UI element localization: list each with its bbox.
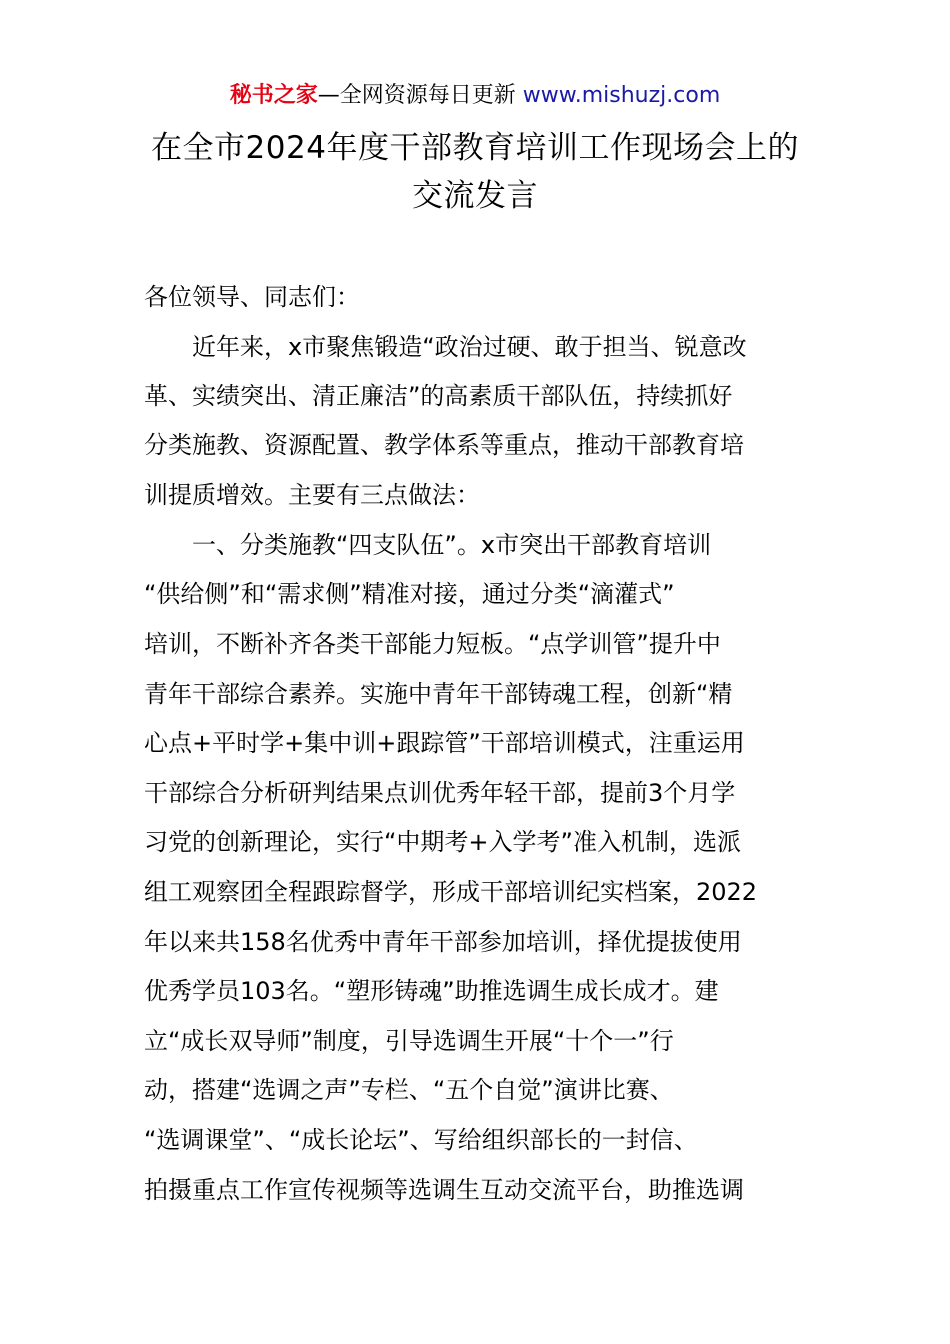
body-line: 训提质增效。主要有三点做法： xyxy=(144,481,480,509)
body-line: 动，搭建“选调之声”专栏、“五个自觉”演讲比赛、 xyxy=(144,1076,674,1104)
body-line: 干部综合分析研判结果点训优秀年轻干部，提前3个月学 xyxy=(144,779,736,807)
body-line: 青年干部综合素养。实施中青年干部铸魂工程，创新“精 xyxy=(144,680,733,708)
document-title-line-1: 在全市2024年度干部教育培训工作现场会上的 xyxy=(151,130,799,166)
body-line: “选调课堂”、“成长论坛”、写给组织部长的一封信、 xyxy=(144,1126,698,1154)
body-line: “供给侧”和“需求侧”精准对接，通过分类“滴灌式” xyxy=(144,580,675,608)
banner-url-link[interactable]: www.mishuzj.com xyxy=(522,83,721,108)
salutation-line: 各位领导、同志们： xyxy=(144,283,360,311)
body-line: 年以来共158名优秀中青年干部参加培训，择优提拔使用 xyxy=(144,928,742,956)
body-line: 习党的创新理论，实行“中期考+入学考”准入机制，选派 xyxy=(144,828,741,856)
body-line: 立“成长双导师”制度，引导选调生开展“十个一”行 xyxy=(144,1027,674,1055)
body-line: 分类施教、资源配置、教学体系等重点，推动干部教育培 xyxy=(144,431,744,459)
body-line: 培训，不断补齐各类干部能力短板。“点学训管”提升中 xyxy=(144,630,721,658)
body-line: 近年来，x市聚焦锻造“政治过硬、敢于担当、锐意改 xyxy=(144,333,747,361)
body-line: 拍摄重点工作宣传视频等选调生互动交流平台，助推选调 xyxy=(144,1176,744,1204)
banner-tagline: —全网资源每日更新 xyxy=(317,83,523,108)
body-line: 组工观察团全程跟踪督学，形成干部培训纪实档案，2022 xyxy=(144,878,758,906)
banner-brand: 秘书之家 xyxy=(229,83,318,108)
document-title-line-2: 交流发言 xyxy=(412,178,538,214)
body-line: 优秀学员103名。“塑形铸魂”助推选调生成长成才。建 xyxy=(144,977,719,1005)
site-banner xyxy=(0,80,950,112)
body-line: 革、实绩突出、清正廉洁”的高素质干部队伍，持续抓好 xyxy=(144,382,733,410)
body-line: 一、分类施教“四支队伍”。x市突出干部教育培训 xyxy=(144,531,712,559)
body-line: 心点+平时学+集中训+跟踪管”干部培训模式，注重运用 xyxy=(144,729,745,757)
